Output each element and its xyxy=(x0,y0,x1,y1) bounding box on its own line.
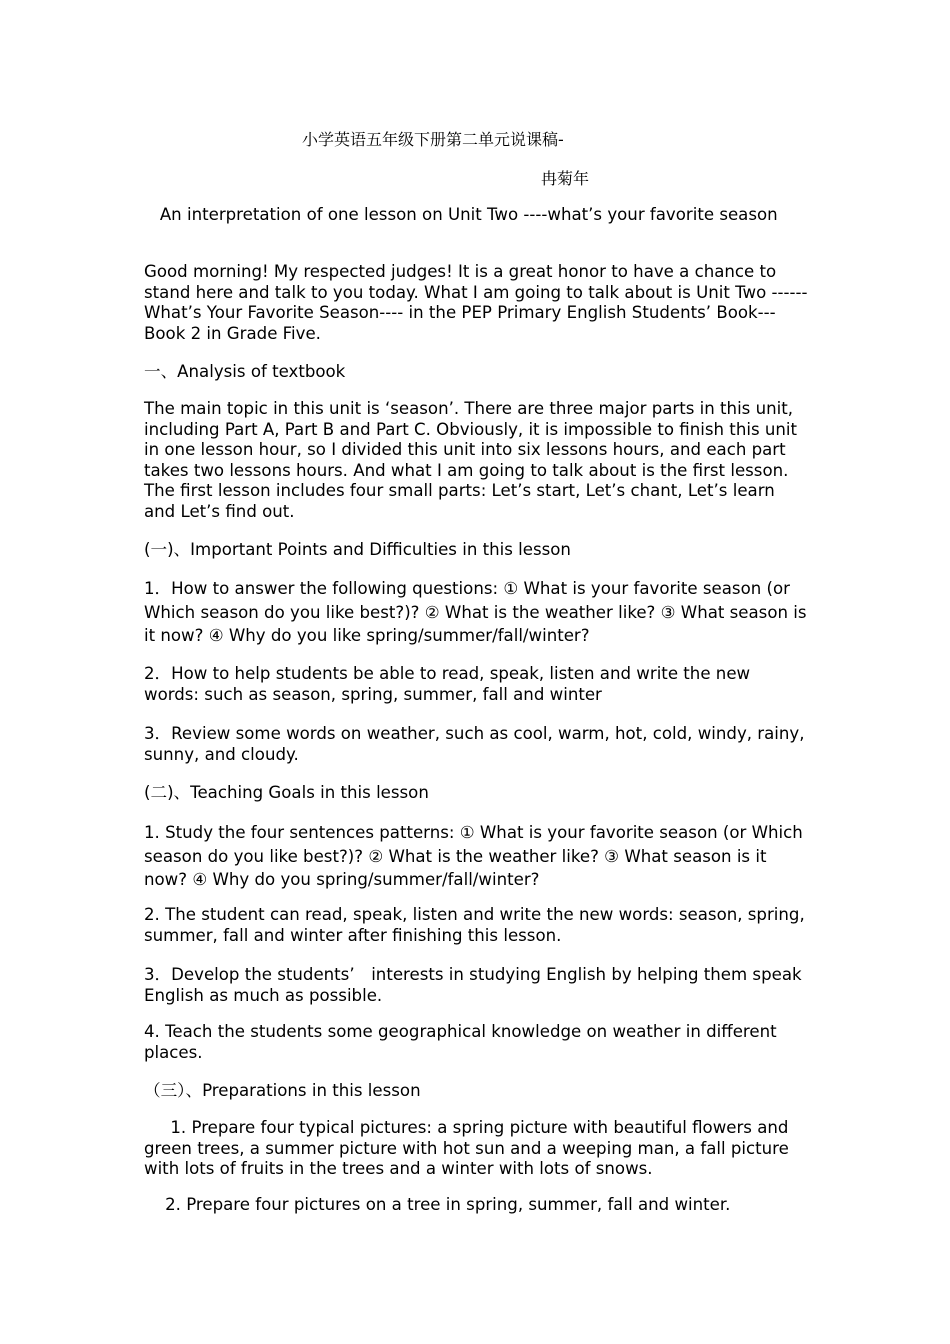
document-title: 小学英语五年级下册第二单元说课稿- xyxy=(302,130,564,149)
subsection-heading-goals: (二)、Teaching Goals in this lesson xyxy=(144,783,429,802)
paragraph-intro: An interpretation of one lesson on Unit Two ----what’s your favorite season xyxy=(144,205,778,224)
paragraph-analysis: The main topic in this unit is ‘season’. There are three major parts in this unit, including Part A, Part B and Part C. Obviously, it is impossible to finish this unit in one lesson hour, so I divided this unit into six lessons hours, and each part takes two lessons hours. And what I am going to talk about is the first lesson. The first lesson includes four small parts: Let’s start, Let’s chant, Let’s learn and Let’s find out. xyxy=(144,399,798,521)
list-item-preparation-2: 2. Prepare four pictures on a tree in spring, summer, fall and winter. xyxy=(144,1195,731,1214)
list-item-preparation-1: 1. Prepare four typical pictures: a spring picture with beautiful flowers and green trees, a summer picture with hot sun and a weeping man, a fall picture with lots of fruits in the trees and a winter with lots of snows. xyxy=(144,1118,795,1178)
paragraph-greeting: Good morning! My respected judges! It is a great honor to have a chance to stand here and talk to you today. What I am going to talk about is Unit Two ------What’s Your Favorite Season---- in the PEP Primary English Students’ Book---Book 2 in Grade Five. xyxy=(144,262,808,343)
list-item-point-1: 1．How to answer the following questions: ① What is your favorite season (or Which season do you like best?)? ② What is the weather like? ③ What season is it now? ④ Why do you like spring/summer/fall/winter? xyxy=(144,579,807,645)
list-item-point-3: 3．Review some words on weather, such as cool, warm, hot, cold, windy, rainy, sunny, and cloudy. xyxy=(144,724,805,764)
section-heading-analysis: 一、Analysis of textbook xyxy=(144,362,346,381)
list-item-point-2: 2．How to help students be able to read, speak, listen and write the new words: such as season, spring, summer, fall and winter xyxy=(144,664,751,704)
subsection-heading-preparations: （三）、Preparations in this lesson xyxy=(144,1081,421,1100)
list-item-goal-1: 1. Study the four sentences patterns: ① What is your favorite season (or Which season do you like best?)? ② What is the weather like? ③ What season is it now? ④ Why do you spring/summer/fall/winter? xyxy=(144,823,803,889)
list-item-goal-4: 4. Teach the students some geographical knowledge on weather in different places. xyxy=(144,1022,777,1062)
list-item-goal-3: 3．Develop the students’ interests in studying English by helping them speak English as much as possible. xyxy=(144,965,802,1005)
subsection-heading-points: (一)、Important Points and Difficulties in this lesson xyxy=(144,540,571,559)
list-item-goal-2: 2. The student can read, speak, listen and write the new words: season, spring, summer, fall and winter after finishing this lesson. xyxy=(144,905,805,945)
document-author: 冉菊年 xyxy=(541,169,590,188)
